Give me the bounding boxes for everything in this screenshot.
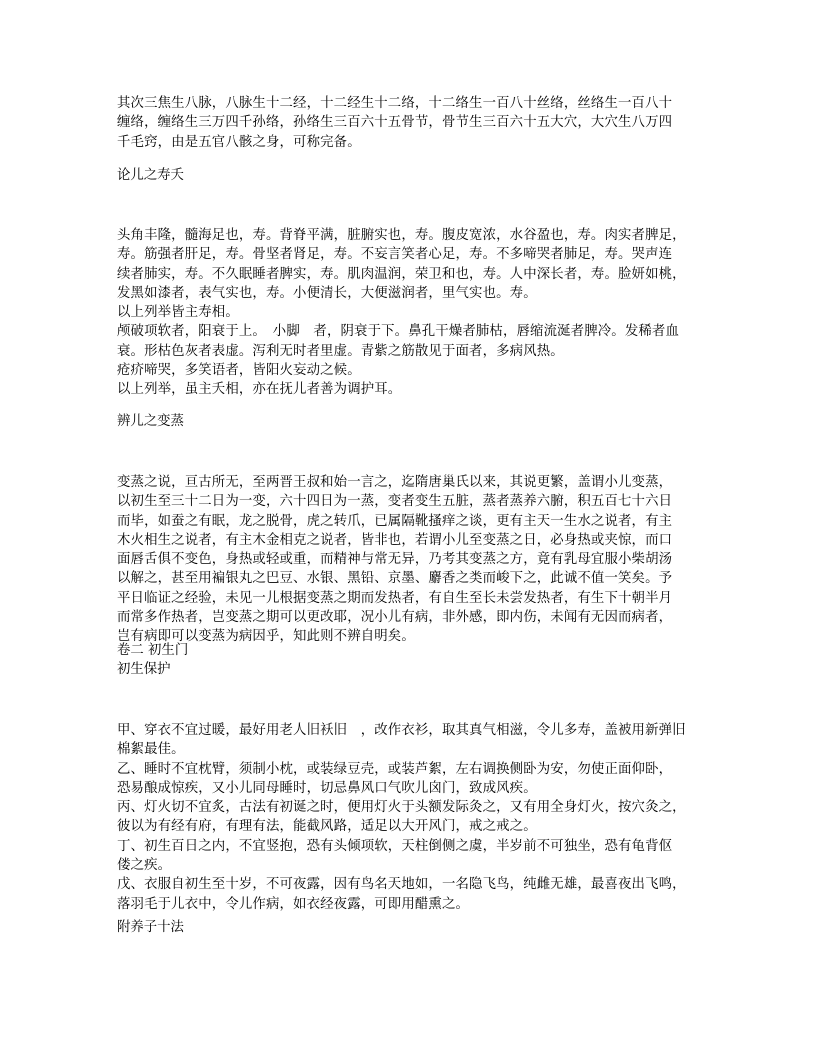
text-line: 以解之，甚至用褊银丸之巴豆、水银、黑铅、京墨、麝香之类而峻下之，此诚不值一笑矣。予 bbox=[117, 571, 673, 587]
text-line: 彼以为有经有府，有理有法，能截风路，适足以大开风门，戒之戒之。 bbox=[117, 819, 537, 835]
text-line: 丁、初生百日之内，不宜竖抱，恐有头倾项软，天柱倒侧之虞，半岁前不可独坐，恐有龟背伛 bbox=[117, 838, 673, 854]
text-line: 以初生至三十二日为一变，六十四日为一蒸，变者变生五脏，蒸者蒸养六腑，积五百七十六日 bbox=[117, 494, 673, 510]
bianzheng-paragraph bbox=[117, 473, 707, 647]
text-line: 面唇舌俱不变色，身热或轻或重，而精神与常无异，乃考其变蒸之方，竟有乳母宜服小柴胡汤 bbox=[117, 552, 673, 568]
text-line: 棉絮最佳。 bbox=[117, 742, 185, 758]
text-line: 平日临证之经验，未见一儿根据变蒸之期而发热者，有自生至长未尝发热者，有生下十朝半月 bbox=[117, 590, 673, 606]
text-line: 乙、睡时不宜枕臂，须制小枕，或装绿豆壳，或装芦絮，左右调换侧卧为安，勿使正面仰卧， bbox=[117, 761, 673, 777]
text-line: 头角丰隆，髓海足也，寿。背脊平满，脏腑实也，寿。腹皮宽浓，水谷盈也，寿。肉实者脾足， bbox=[117, 228, 686, 243]
text-line: 以上列举皆主寿相。 bbox=[117, 305, 239, 321]
text-line: 疮疥啼哭，多笑语者，皆阳火妄动之候。 bbox=[117, 363, 361, 379]
text-line: 岂有病即可以变蒸为病因乎，知此则不辨自明矣。 bbox=[117, 629, 415, 645]
text-line: 发黑如漆者，表气实也，寿。小便清长，大便滋润者，里气实也。寿。 bbox=[117, 285, 537, 301]
text-line: 丙、灯火切不宜炙，古法有初诞之时，便用灯火于头额发际灸之，又有用全身灯火，按穴灸之， bbox=[117, 800, 686, 816]
section-heading-chusheng: 初生保护 bbox=[117, 662, 171, 677]
text-line: 寿。筋强者肝足，寿。骨坚者肾足，寿。不妄言笑者心足，寿。不多啼哭者肺足，寿。哭声连 bbox=[117, 247, 673, 263]
text-line: 而常多作热者，岂变蒸之期可以更改耶，况小儿有病，非外感，即内伤，未闻有无因而病者， bbox=[117, 610, 673, 626]
text-line: 甲、穿衣不宜过暖，最好用老人旧袄旧 ，改作衣衫，取其真气相滋，令儿多寿，盖被用新弹旧 bbox=[117, 723, 686, 738]
text-line: 而毕，如蚕之有眠，龙之脱骨，虎之转爪，已属隔靴搔痒之谈，更有主天一生水之说者，有主 bbox=[117, 513, 673, 529]
text-line: 恐易酿成惊疾，又小儿同母睡时，切忌鼻风口气吹儿囟门，致成风疾。 bbox=[117, 780, 537, 796]
text-line: 衰。形枯色灰者表虚。泻利无时者里虚。青紫之筋散见于面者，多病风热。 bbox=[117, 343, 564, 359]
intro-paragraph bbox=[117, 94, 707, 152]
text-line: 变蒸之说，亘古所无，至两晋王叔和始一言之，迄隋唐巢氏以来，其说更繁，盖谓小儿变蒸， bbox=[117, 475, 673, 490]
text-line: 缠络，缠络生三万四千孙络，孙络生三百六十五骨节，骨节生三百六十五大穴，大穴生八万四 bbox=[117, 115, 673, 131]
volume-heading: 卷二 初生门 bbox=[117, 643, 189, 658]
text-line: 其次三焦生八脉，八脉生十二经，十二经生十二络，十二络生一百八十丝络，丝络生一百八十 bbox=[117, 96, 673, 111]
chusheng-paragraph bbox=[117, 721, 707, 914]
section-heading-bianzheng: 辨儿之变蒸 bbox=[117, 414, 184, 429]
text-line: 戊、衣服自初生至十岁，不可夜露，因有鸟名天地如，一名隐飞鸟，纯雌无雄，最喜夜出飞鸣， bbox=[117, 877, 686, 893]
section-heading-yangzi: 附养子十法 bbox=[117, 920, 184, 935]
text-line: 千毛窍，由是五官八骸之身，可称完备。 bbox=[117, 134, 361, 150]
text-line: 木火相生之说者，有主木金相克之说者，皆非也，若谓小儿至变蒸之日，必身热或夹惊，而口 bbox=[117, 532, 673, 548]
text-line: 续者肺实，寿。不久眠睡者脾实，寿。肌肉温润，荣卫和也，寿。人中深长者，寿。脸妍如桃， bbox=[117, 266, 686, 282]
text-line: 偻之疾。 bbox=[117, 858, 172, 874]
text-line: 颅破项软者，阳衰于上。 小脚 者，阴衰于下。鼻孔干燥者肺枯，唇缩流涎者脾冷。发稀者血 bbox=[117, 324, 680, 340]
section-heading-shouyao: 论儿之寿夭 bbox=[117, 168, 184, 183]
text-line: 以上列举，虽主夭相，亦在抚儿者善为调护耳。 bbox=[117, 382, 402, 398]
text-line: 落羽毛于儿衣中，令儿作病，如衣经夜露，可即用醋熏之。 bbox=[117, 896, 470, 912]
shouyao-paragraph bbox=[117, 226, 707, 400]
